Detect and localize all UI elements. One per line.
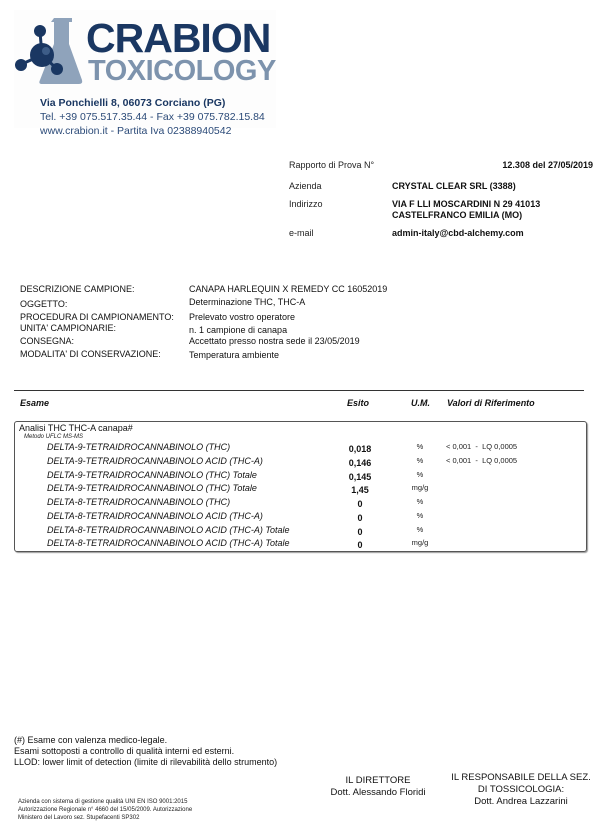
row-reference: < 0,001 - LQ 0,0005 — [446, 456, 518, 465]
section-head-name: Dott. Andrea Lazzarini — [474, 796, 568, 807]
storage-value: Temperatura ambiente — [189, 350, 280, 360]
row-unit: mg/g — [411, 483, 429, 492]
director-title: IL DIRETTORE — [345, 775, 411, 786]
delivery-label: CONSEGNA: — [20, 336, 75, 346]
certification-iso: Azienda con sistema di gestione qualità UNI EN ISO 9001:2015 — [18, 799, 188, 805]
table-row — [0, 483, 609, 496]
company-label: Azienda — [289, 181, 322, 191]
sample-description-label: DESCRIZIONE CAMPIONE: — [20, 284, 135, 294]
row-exam-name: DELTA-9-TETRAIDROCANNABINOLO ACID (THC-A) — [47, 456, 263, 466]
table-row — [0, 456, 609, 469]
row-unit: mg/g — [411, 538, 429, 547]
table-header-rule — [14, 390, 584, 391]
lab-phone-fax: Tel. +39 075.517.35.44 - Fax +39 075.782.15.84 — [40, 111, 265, 123]
director-signature — [318, 775, 438, 799]
table-row — [0, 525, 609, 538]
email-value: admin-italy@cbd-alchemy.com — [392, 228, 524, 238]
table-row — [0, 511, 609, 524]
lab-web-vat: www.crabion.it - Partita Iva 02388940542 — [40, 125, 232, 137]
lab-letterhead — [14, 10, 276, 137]
row-exam-name: DELTA-9-TETRAIDROCANNABINOLO (THC) Totale — [47, 470, 257, 480]
storage-label: MODALITA' DI CONSERVAZIONE: — [20, 349, 161, 359]
row-result: 0 — [357, 499, 363, 509]
column-header-result: Esito — [347, 398, 370, 408]
row-unit: % — [416, 511, 424, 520]
delivery-value: Accettato presso nostra sede il 23/05/2019 — [189, 336, 360, 346]
row-exam-name: DELTA-8-TETRAIDROCANNABINOLO ACID (THC-A) Totale — [47, 538, 290, 548]
analysis-method: Metodo UFLC MS-MS — [24, 434, 84, 440]
table-row — [0, 497, 609, 510]
table-row — [0, 538, 609, 551]
sample-units-label: UNITA' CAMPIONARIE: — [20, 323, 117, 333]
note-legal: (#) Esame con valenza medico-legale. — [14, 735, 168, 745]
logo-subtitle: TOXICOLOGY — [88, 55, 276, 87]
object-label: OGGETTO: — [20, 299, 68, 309]
row-exam-name: DELTA-9-TETRAIDROCANNABINOLO (THC) — [47, 442, 231, 452]
address-label: Indirizzo — [289, 199, 323, 209]
certification-ministry: Ministero del Lavoro sez. Stupefacenti SP302 — [18, 815, 140, 821]
section-head-signature — [436, 772, 606, 808]
column-header-exam: Esame — [20, 398, 50, 408]
note-llod: LLOD: lower limit of detection (limite di rilevabilità dello strumento) — [14, 757, 278, 767]
row-reference: < 0,001 - LQ 0,0005 — [446, 442, 518, 451]
note-quality-control: Esami sottoposti a controllo di qualità interni ed esterni. — [14, 746, 235, 756]
sampling-procedure-value: Prelevato vostro operatore — [189, 312, 296, 322]
row-result: 0,018 — [348, 444, 372, 454]
report-number-value: 12.308 del 27/05/2019 — [502, 160, 593, 170]
analysis-group-title: Analisi THC THC-A canapa# — [19, 423, 133, 433]
molecule-flask-logo-icon — [14, 10, 86, 90]
object-value: Determinazione THC, THC-A — [189, 297, 306, 307]
address-line2: CASTELFRANCO EMILIA (MO) — [392, 210, 523, 220]
row-unit: % — [416, 456, 424, 465]
table-row — [0, 470, 609, 483]
table-row — [0, 442, 609, 455]
sample-description-value: CANAPA HARLEQUIN X REMEDY CC 16052019 — [189, 284, 388, 294]
address-line1: VIA F LLI MOSCARDINI N 29 41013 — [392, 199, 541, 209]
row-result: 0 — [357, 513, 363, 523]
report-number-label: Rapporto di Prova N° — [289, 160, 375, 170]
section-head-title-2: DI TOSSICOLOGIA: — [477, 784, 565, 795]
row-result: 0,145 — [348, 472, 372, 482]
section-head-title-1: IL RESPONSABILE DELLA SEZ. — [451, 772, 591, 783]
sample-units-value: n. 1 campione di canapa — [189, 325, 288, 335]
row-unit: % — [416, 525, 424, 534]
row-unit: % — [416, 497, 424, 506]
company-value: CRYSTAL CLEAR SRL (3388) — [392, 181, 516, 191]
row-unit: % — [416, 470, 424, 479]
row-result: 0 — [357, 540, 363, 550]
email-label: e-mail — [289, 228, 314, 238]
row-unit: % — [416, 442, 424, 451]
row-result: 0 — [357, 527, 363, 537]
lab-address: Via Ponchielli 8, 06073 Corciano (PG) — [40, 97, 226, 109]
sampling-procedure-label: PROCEDURA DI CAMPIONAMENTO: — [20, 312, 174, 322]
row-result: 1,45 — [351, 485, 369, 495]
row-exam-name: DELTA-8-TETRAIDROCANNABINOLO ACID (THC-A) — [47, 511, 263, 521]
row-exam-name: DELTA-8-TETRAIDROCANNABINOLO ACID (THC-A) Totale — [47, 525, 290, 535]
certification-regional: Autorizzazione Regionale n° 4660 del 15/05/2009. Autorizzazione — [18, 807, 193, 813]
row-exam-name: DELTA-8-TETRAIDROCANNABINOLO (THC) — [47, 497, 231, 507]
logo-wordmark: CRABION — [86, 15, 271, 61]
row-result: 0,146 — [348, 458, 372, 468]
column-header-reference: Valori di Riferimento — [447, 398, 535, 408]
column-header-unit: U.M. — [411, 398, 430, 408]
director-name: Dott. Alessando Floridi — [330, 787, 426, 798]
row-exam-name: DELTA-9-TETRAIDROCANNABINOLO (THC) Totale — [47, 483, 257, 493]
